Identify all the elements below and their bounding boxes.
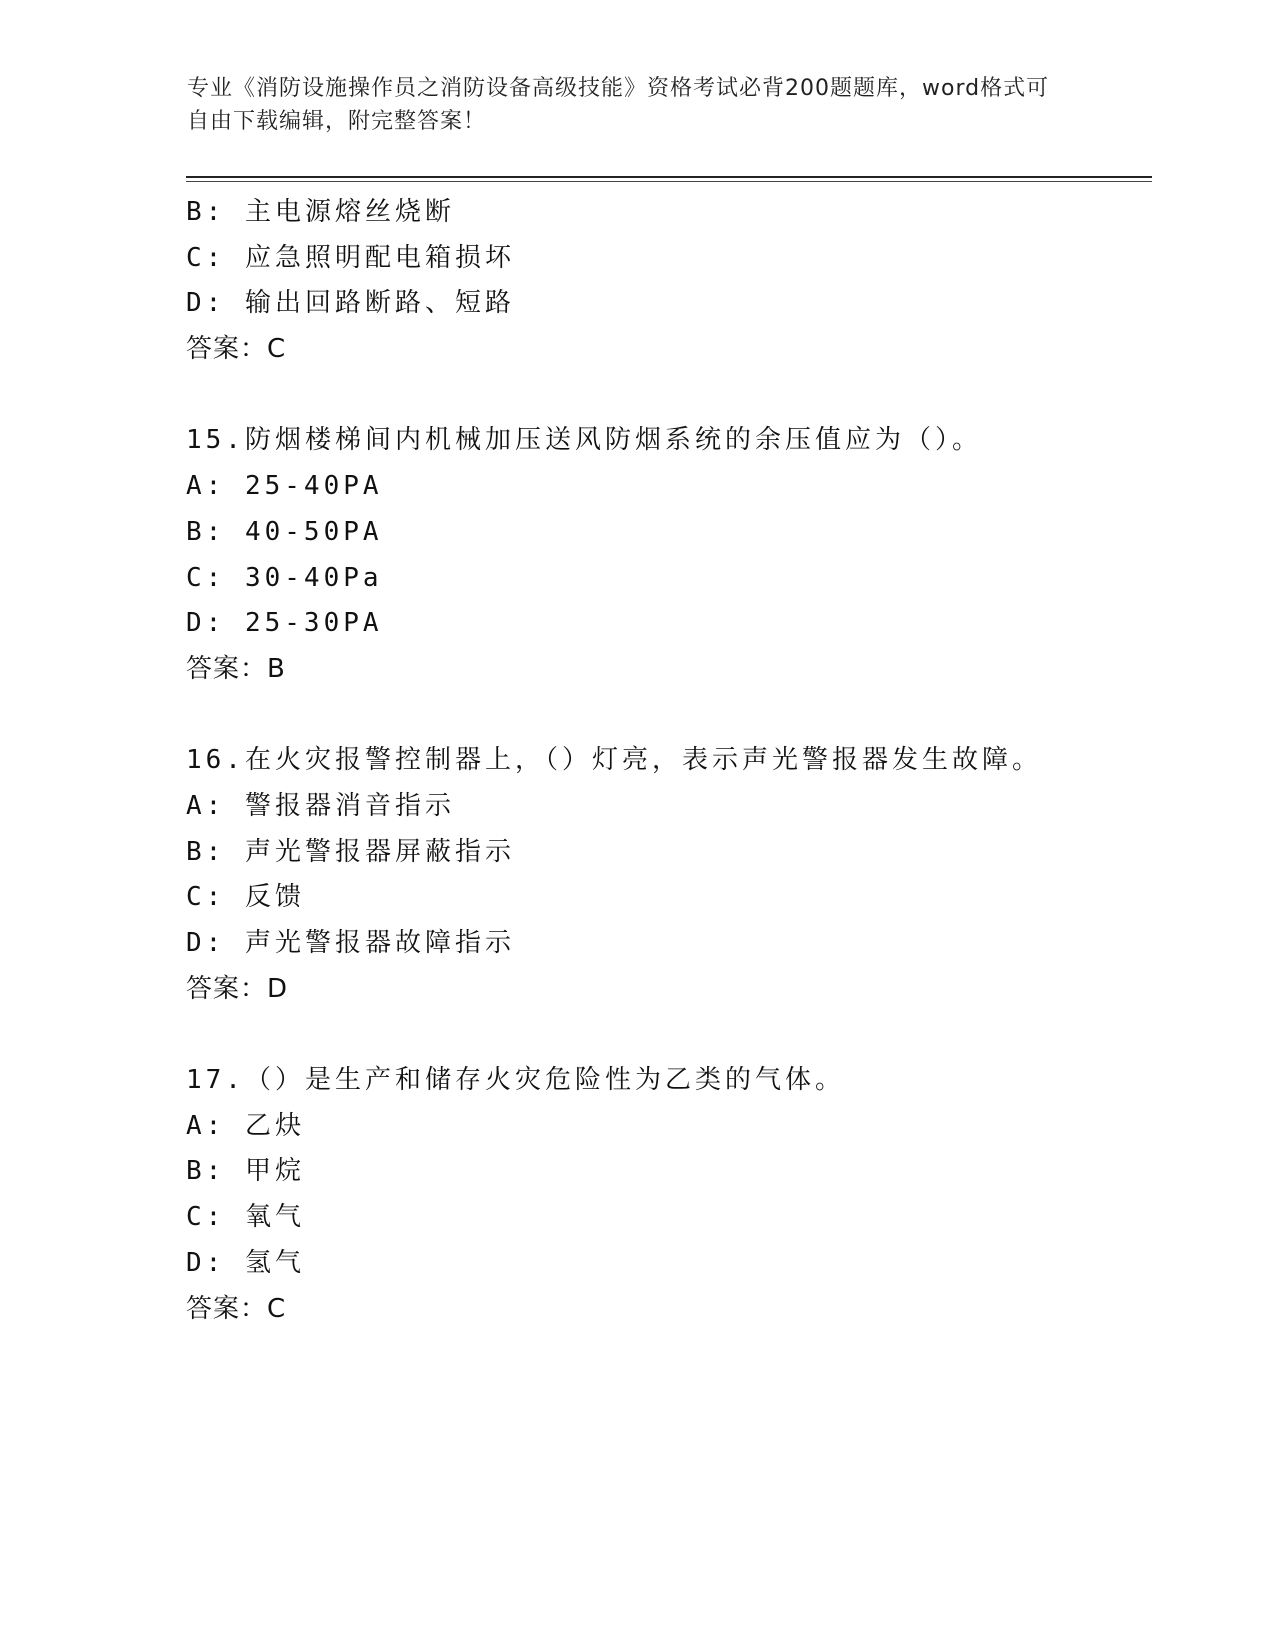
question-list (186, 190, 1146, 1332)
question-16 (186, 738, 1146, 1012)
document-header: 专业《消防设施操作员之消防设备高级技能》资格考试必背200题题库，word格式可自由下载编辑，附完整答案！ (187, 76, 1050, 134)
option-c: C: 30-40Pa (186, 562, 383, 593)
answer-line: 答案：C (186, 1293, 287, 1324)
option-b: B: 声光警报器屏蔽指示 (186, 836, 515, 867)
option-a: A: 乙炔 (186, 1110, 305, 1141)
answer-line: 答案：B (186, 653, 286, 684)
option-a: A: 警报器消音指示 (186, 790, 455, 821)
question-stem: 16.在火灾报警控制器上，（）灯亮，表示声光警报器发生故障。 (186, 745, 1042, 776)
option-c: C: 氧气 (186, 1202, 305, 1233)
answer-line: 答案：D (186, 973, 289, 1004)
question-17 (186, 1058, 1146, 1332)
question-stem: 15.防烟楼梯间内机械加压送风防烟系统的余压值应为（）。 (186, 425, 982, 456)
question-15 (186, 418, 1146, 692)
header-divider (186, 176, 1152, 178)
option-d: D: 输出回路断路、短路 (186, 288, 515, 319)
option-b: B: 40-50PA (186, 516, 383, 547)
question-stem: 17.（）是生产和储存火灾危险性为乙类的气体。 (186, 1065, 845, 1096)
spacer (186, 693, 1146, 739)
option-c: C: 应急照明配电箱损坏 (186, 242, 515, 273)
spacer (186, 373, 1146, 419)
option-d: D: 25-30PA (186, 608, 383, 639)
header-divider-thin (186, 181, 1152, 182)
option-d: D: 声光警报器故障指示 (186, 928, 515, 958)
option-d: D: 氢气 (186, 1247, 305, 1278)
option-b: B: 甲烷 (186, 1156, 305, 1187)
option-c: C: 反馈 (186, 882, 305, 913)
spacer (186, 1012, 1146, 1058)
answer-line: 答案：C (186, 334, 287, 365)
option-a: A: 25-40PA (186, 471, 383, 502)
option-b: B: 主电源熔丝烧断 (186, 197, 455, 227)
question-fragment (186, 190, 1146, 373)
